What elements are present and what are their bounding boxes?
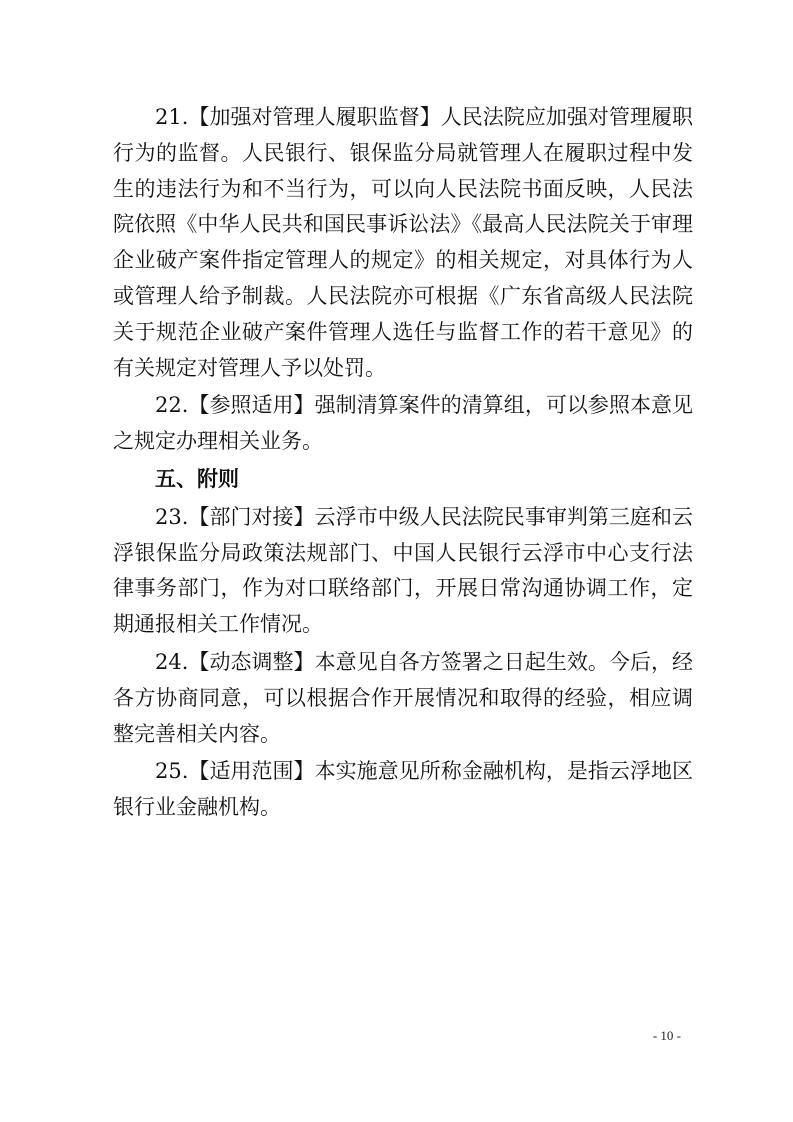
paragraph-24: 24.【动态调整】本意见自各方签署之日起生效。今后，经各方协商同意，可以根据合作开展情况和取得的经验，相应调整完善相关内容。	[113, 649, 693, 746]
paragraph-23: 23.【部门对接】云浮市中级人民法院民事审判第三庭和云浮银保监分局政策法规部门、中国人民银行云浮市中心支行法律事务部门，作为对口联络部门，开展日常沟通协调工作，定期通报相关工作情况。	[113, 504, 693, 637]
section-heading: 五、附则	[155, 466, 239, 491]
document-page	[113, 100, 693, 826]
paragraph-25: 25.【适用范围】本实施意见所称金融机构，是指云浮地区银行业金融机构。	[113, 759, 693, 820]
paragraph-22: 22.【参照适用】强制清算案件的清算组，可以参照本意见之规定办理相关业务。	[113, 393, 693, 454]
page-number: - 10 -	[652, 1028, 681, 1043]
paragraph-21: 21.【加强对管理人履职监督】人民法院应加强对管理履职行为的监督。人民银行、银保监分局就管理人在履职过程中发生的违法行为和不当行为，可以向人民法院书面反映，人民法院依照《中华人民共和国民事诉讼法》《最高人民法院关于审理企业破产案件指定管理人的规定》的相关规定，对具体行为人或管理人给予制裁。人民法院亦可根据《广东省高级人民法院关于规范企业破产案件管理人选任与监督工作的若干意见》的有关规定对管理人予以处罚。	[113, 105, 693, 380]
